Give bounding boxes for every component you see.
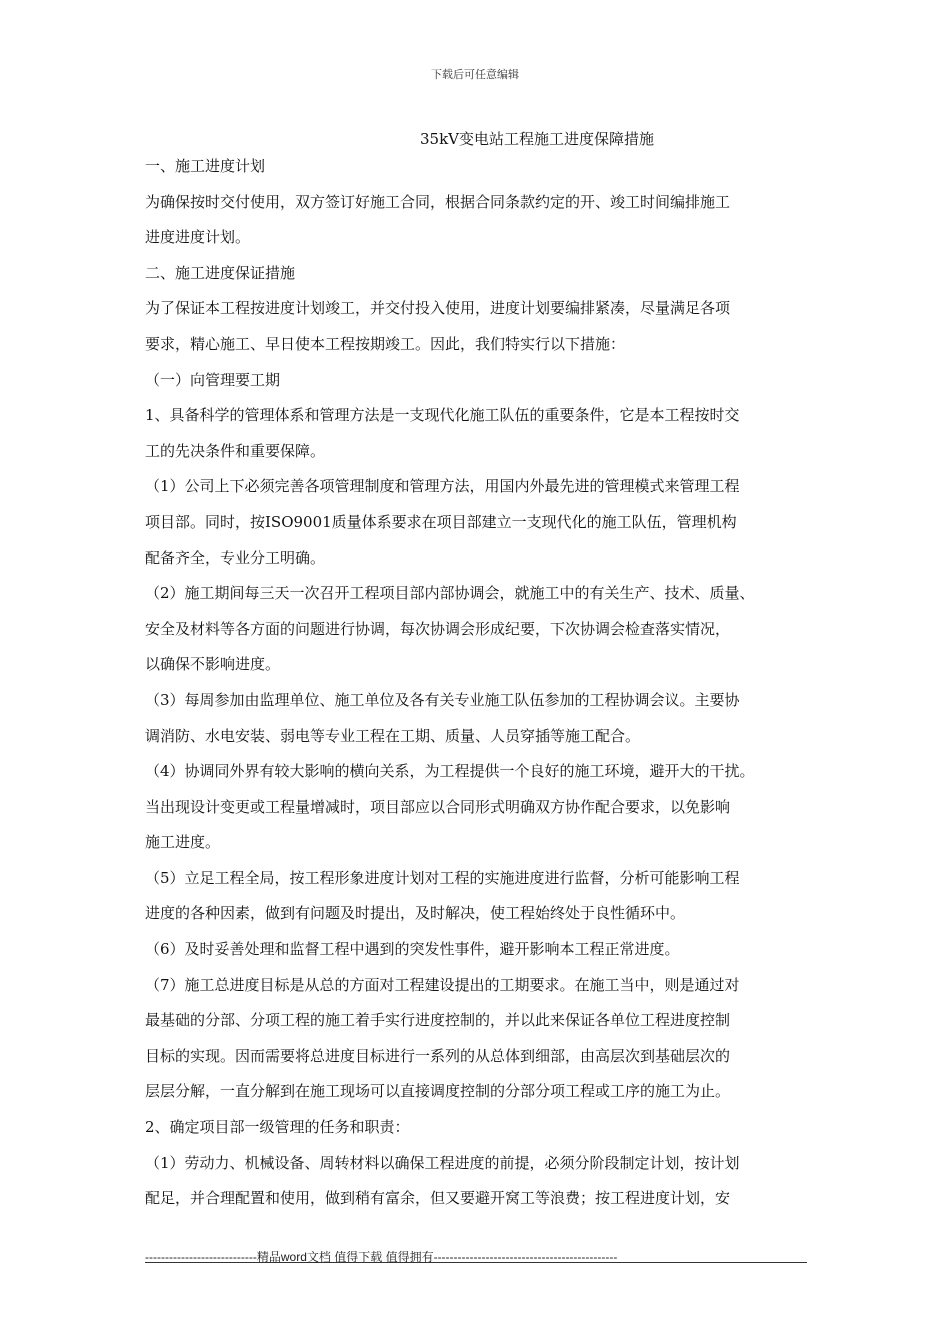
text-line: （2）施工期间每三天一次召开工程项目部内部协调会，就施工中的有关生产、技术、质量、 [145,584,755,603]
text-line: （4）协调同外界有较大影响的横向关系，为工程提供一个良好的施工环境，避开大的干扰。 [145,762,755,781]
text-line: （3）每周参加由监理单位、施工单位及各有关专业施工队伍参加的工程协调会议。主要协 [145,690,740,709]
document-body [145,149,825,1217]
text-line: 施工进度。 [145,833,221,852]
text-line: 以确保不影响进度。 [145,655,281,674]
text-line: 配备齐全，专业分工明确。 [145,548,326,567]
text-line: 层层分解，一直分解到在施工现场可以直接调度控制的分部分项工程或工序的施工为止。 [145,1082,731,1101]
text-line: 当出现设计变更或工程量增减时，项目部应以合同形式明确双方协作配合要求，以免影响 [145,797,731,816]
text-line: 为了保证本工程按进度计划竣工，并交付投入使用，进度计划要编排紧凑，尽量满足各项 [145,299,731,318]
section-heading: 一、施工进度计划 [145,157,266,175]
document-title: 35kV变电站工程施工进度保障措施 [420,130,655,148]
text-line: 目标的实现。因而需要将总进度目标进行一系列的从总体到细部，由高层次到基础层次的 [145,1046,731,1065]
text-line: 项目部。同时，按ISO9001质量体系要求在项目部建立一支现代化的施工队伍，管理机构 [145,512,737,531]
text-line: （1）公司上下必须完善各项管理制度和管理方法，用国内外最先进的管理模式来管理工程 [145,477,740,496]
text-line: 工的先决条件和重要保障。 [145,441,326,460]
text-line: 调消防、水电安装、弱电等专业工程在工期、质量、人员穿插等施工配合。 [145,726,641,745]
text-line: 安全及材料等各方面的问题进行协调，每次协调会形成纪要，下次协调会检查落实情况， [145,619,731,638]
text-line: （1）劳动力、机械设备、周转材料以确保工程进度的前提，必须分阶段制定计划，按计划 [145,1153,740,1172]
footer-note: ----------------------------精品word文档 值得下载 值得拥有---------------------------------------------- [145,1250,618,1264]
text-line: 2、确定项目部一级管理的任务和职责： [145,1118,410,1137]
text-line: 1、具备科学的管理体系和管理方法是一支现代化施工队伍的重要条件，它是本工程按时交 [145,406,740,425]
subsection-heading: （一）向管理要工期 [145,370,281,389]
section-heading: 二、施工进度保证措施 [145,263,296,282]
text-line: 进度进度计划。 [145,228,251,247]
text-line: （5）立足工程全局，按工程形象进度计划对工程的实施进度进行监督，分析可能影响工程 [145,868,740,887]
header-note: 下载后可任意编辑 [431,68,519,81]
text-line: 配足，并合理配置和使用，做到稍有富余，但又要避开窝工等浪费；按工程进度计划，安 [145,1189,731,1208]
text-line: （6）及时妥善处理和监督工程中遇到的突发性事件，避开影响本工程正常进度。 [145,940,680,959]
text-line: 为确保按时交付使用，双方签订好施工合同，根据合同条款约定的开、竣工时间编排施工 [145,192,731,211]
text-line: 最基础的分部、分项工程的施工着手实行进度控制的，并以此来保证各单位工程进度控制 [145,1011,731,1030]
footer-divider [145,1262,807,1263]
text-line: 要求，精心施工、早日使本工程按期竣工。因此，我们特实行以下措施： [145,334,626,353]
text-line: 进度的各种因素，做到有问题及时提出，及时解决，使工程始终处于良性循环中。 [145,904,686,923]
text-line: （7）施工总进度目标是从总的方面对工程建设提出的工期要求。在施工当中，则是通过对 [145,975,740,994]
